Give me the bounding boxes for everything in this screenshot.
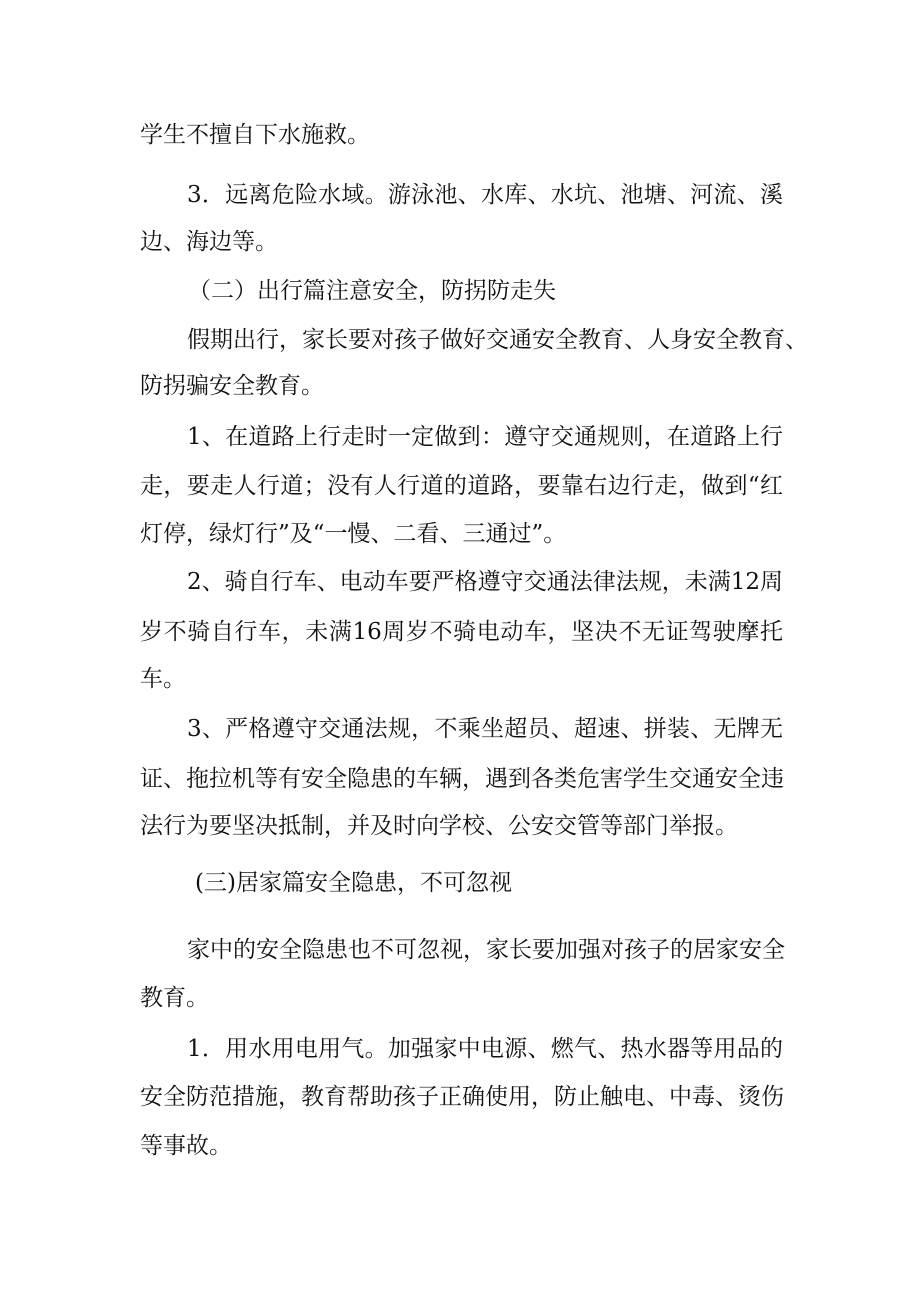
paragraph-line: 1、在道路上行走时一定做到：遵守交通规则，在道路上行: [187, 424, 783, 450]
paragraph-line: 3．远离危险水域。游泳池、水库、水坑、池塘、河流、溪: [187, 182, 783, 208]
paragraph-line: 家中的安全隐患也不可忽视，家长要加强对孩子的居家安全: [187, 937, 785, 963]
paragraph-line: 教育。: [140, 985, 209, 1011]
paragraph-line: 岁不骑自行车，未满16周岁不骑电动车，坚决不无证驾驶摩托: [140, 619, 783, 645]
paragraph-line: 法行为要坚决抵制，并及时向学校、公安交管等部门举报。: [140, 813, 738, 839]
paragraph-line: 等事故。: [140, 1133, 232, 1159]
section-heading: (三)居家篇安全隐患，不可忽视: [195, 870, 512, 896]
paragraph-line: 边、海边等。: [140, 229, 278, 255]
paragraph-line: 3、严格遵守交通法规，不乘坐超员、超速、拼装、无牌无: [187, 716, 783, 742]
paragraph-line: 防拐骗安全教育。: [140, 373, 324, 399]
paragraph-line: 安全防范措施，教育帮助孩子正确使用，防止触电、中毒、烫伤: [140, 1084, 784, 1110]
section-heading: （二）出行篇注意安全，防拐防走失: [188, 278, 556, 304]
paragraph-line: 证、拖拉机等有安全隐患的车辆，遇到各类危害学生交通安全违: [140, 766, 784, 792]
paragraph-line: 假期出行，家长要对孩子做好交通安全教育、人身安全教育、: [187, 327, 808, 353]
paragraph-line: 1．用水用电用气。加强家中电源、燃气、热水器等用品的: [187, 1036, 783, 1062]
paragraph-line: 2、骑自行车、电动车要严格遵守交通法律法规，未满12周: [187, 569, 783, 595]
paragraph-line: 学生不擅自下水施救。: [140, 122, 370, 148]
paragraph-line: 车。: [140, 666, 186, 692]
paragraph-line: 走，要走人行道；没有人行道的道路，要靠右边行走，做到“红: [140, 473, 783, 499]
paragraph-line: 灯停，绿灯行”及“一慢、二看、三通过”。: [140, 521, 567, 547]
